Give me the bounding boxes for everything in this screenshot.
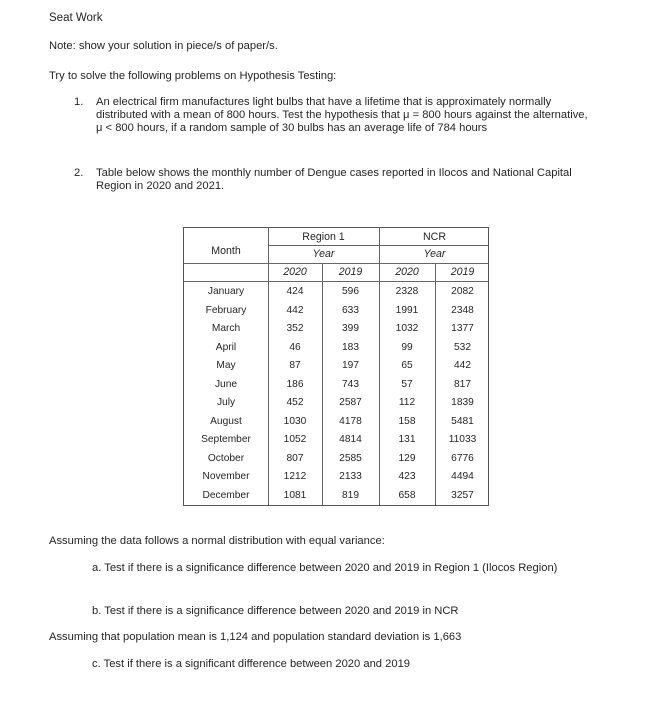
value-cell: 186 [286, 378, 304, 390]
value-cell: 4178 [339, 415, 362, 427]
value-cell: 4494 [451, 471, 474, 482]
problem-text: An electrical firm manufactures light bulbs that have a lifetime that is approximately normally distributed with a mean of 800 hours. Test the hypothesis that μ = 800 hours against the alternative, μ < 800 hours, if a random sample of 30 bulbs has an average life of 784 hours [96, 96, 588, 134]
month-header: Month [211, 245, 241, 257]
value-cell: 452 [286, 397, 304, 408]
value-cell: 11033 [448, 434, 477, 445]
value-cell: 2348 [451, 304, 474, 316]
month-cell: February [205, 304, 247, 316]
month-cell: July [216, 397, 236, 408]
month-cell: April [215, 341, 237, 353]
value-cell: 1212 [283, 471, 307, 482]
assumption-2: Assuming that population mean is 1,124 and population standard deviation is 1,663 [49, 631, 462, 643]
value-cell: 57 [401, 378, 413, 390]
value-cell: 633 [342, 304, 359, 316]
year-2019-region1: 2019 [338, 266, 363, 278]
value-cell: 2082 [451, 286, 474, 297]
value-cell: 46 [289, 341, 301, 353]
month-cell: August [210, 415, 242, 427]
month-cell: June [214, 378, 238, 390]
month-cell: September [201, 434, 251, 445]
value-cell: 596 [342, 286, 359, 297]
value-cell: 817 [454, 378, 471, 390]
value-cell: 1839 [451, 397, 474, 408]
problem-number: 2. [74, 167, 84, 179]
region1-year-label: Year [312, 248, 335, 260]
value-cell: 399 [342, 323, 359, 334]
question-b: b. Test if there is a significance difference between 2020 and 2019 in NCR [92, 605, 459, 617]
value-cell: 2585 [339, 452, 362, 464]
value-cell: 4814 [339, 434, 362, 445]
value-cell: 1377 [451, 323, 474, 334]
value-cell: 2587 [339, 397, 362, 408]
value-cell: 5481 [451, 415, 474, 427]
value-cell: 807 [286, 452, 304, 464]
value-cell: 442 [454, 360, 471, 371]
value-cell: 1052 [283, 434, 307, 445]
value-cell: 3257 [451, 489, 474, 501]
value-cell: 158 [398, 415, 416, 427]
value-cell: 1991 [395, 304, 419, 316]
value-cell: 129 [398, 452, 416, 464]
month-cell: November [202, 471, 250, 482]
note-text: Note: show your solution in piece/s of paper/s. [49, 40, 278, 52]
value-cell: 352 [286, 323, 304, 334]
ncr-header: NCR [423, 231, 446, 243]
month-cell: December [202, 489, 250, 501]
problem-text: Table below shows the monthly number of Dengue cases reported in Ilocos and National Capital Region in 2020 and 2021. [96, 167, 572, 192]
assumption-1: Assuming the data follows a normal distribution with equal variance: [49, 535, 385, 547]
value-cell: 112 [398, 397, 416, 408]
value-cell: 6776 [451, 452, 474, 464]
value-cell: 1081 [283, 489, 307, 501]
question-c: c. Test if there is a significant difference between 2020 and 2019 [92, 658, 411, 670]
value-cell: 819 [342, 489, 359, 501]
value-cell: 442 [286, 304, 304, 316]
month-cell: March [211, 323, 241, 334]
problem-number: 1. [74, 96, 84, 108]
month-cell: January [207, 286, 245, 297]
value-cell: 183 [342, 341, 359, 353]
region1-header: Region 1 [302, 231, 345, 243]
value-cell: 1032 [395, 323, 419, 334]
value-cell: 658 [398, 489, 416, 501]
value-cell: 743 [342, 378, 359, 390]
value-cell: 1030 [283, 415, 307, 427]
intro-text: Try to solve the following problems on Hypothesis Testing: [49, 70, 337, 82]
year-2019-ncr: 2019 [450, 266, 475, 278]
value-cell: 87 [289, 360, 301, 371]
page-heading: Seat Work [49, 12, 103, 24]
ncr-year-label: Year [423, 248, 446, 260]
value-cell: 2133 [339, 471, 362, 482]
value-cell: 2328 [395, 286, 419, 297]
value-cell: 99 [401, 341, 413, 353]
dengue-cases-table [183, 227, 489, 506]
value-cell: 131 [398, 434, 416, 445]
year-2020-region1: 2020 [283, 266, 307, 278]
value-cell: 532 [454, 341, 471, 353]
value-cell: 423 [398, 471, 416, 482]
year-2020-ncr: 2020 [395, 266, 419, 278]
month-cell: May [216, 360, 236, 371]
value-cell: 197 [342, 360, 359, 371]
month-cell: October [207, 452, 245, 464]
value-cell: 65 [401, 360, 413, 371]
question-a: a. Test if there is a significance difference between 2020 and 2019 in Region 1 (Ilocos Region) [92, 562, 558, 574]
value-cell: 424 [286, 286, 304, 297]
